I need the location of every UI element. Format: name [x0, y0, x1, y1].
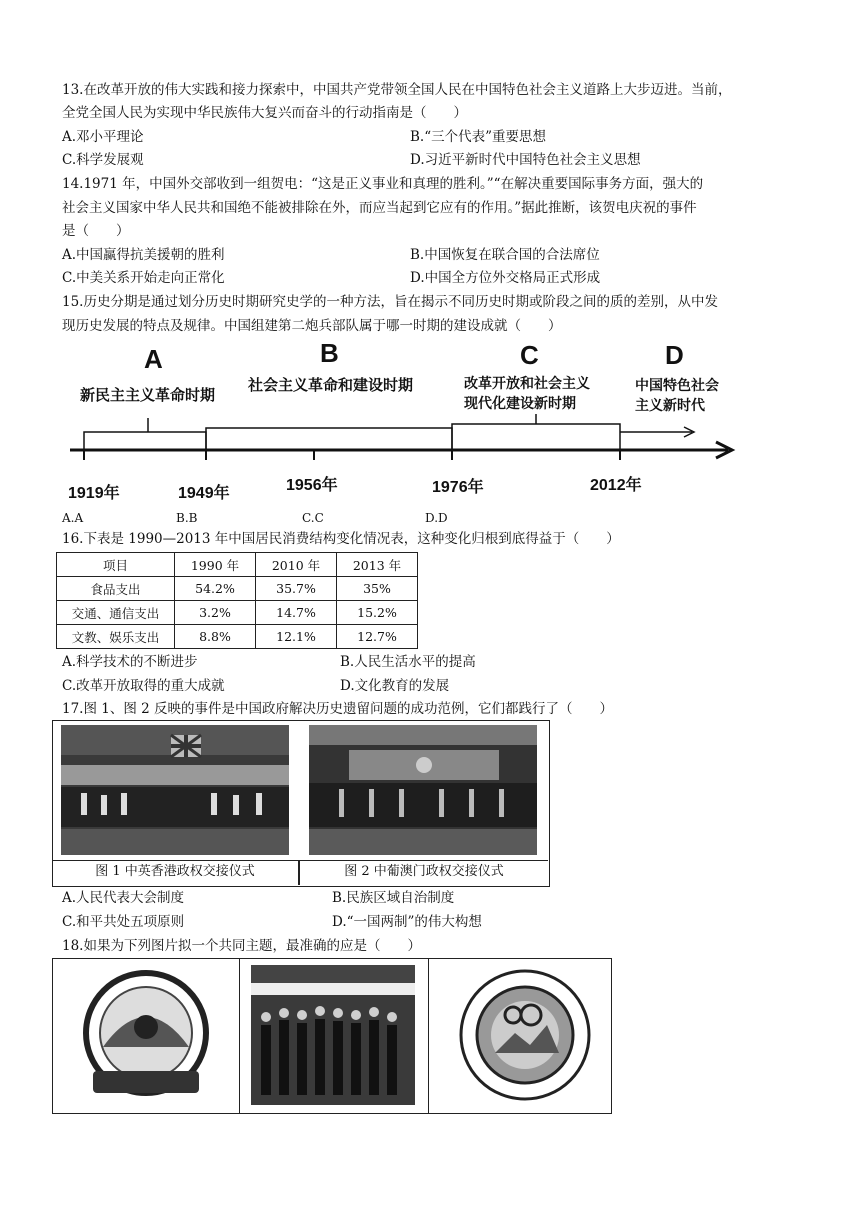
table-cell: 54.2%: [175, 577, 256, 601]
timeline-letter-a: A: [144, 344, 163, 374]
q14-option-c: C.中美关系开始走向正常化: [62, 270, 225, 286]
cppcc-emblem-image: [73, 967, 219, 1103]
figure1-caption: 图 1 中英香港政权交接仪式: [52, 860, 299, 885]
table-header-cell: 项目: [57, 553, 175, 577]
q13-option-a: A.邓小平理论: [62, 129, 144, 145]
history-timeline: [60, 338, 750, 508]
table-row: [57, 625, 418, 649]
q17-option-b: B.民族区域自治制度: [332, 890, 455, 906]
table-cell: 3.2%: [175, 601, 256, 625]
table-header-cell: 2013 年: [337, 553, 418, 577]
q14-stem-line3: 是（ ）: [62, 223, 130, 239]
q15-option-a: A.A: [62, 511, 84, 525]
q16-option-c: C.改革开放取得的重大成就: [62, 678, 225, 694]
figure2-caption: 图 2 中葡澳门政权交接仪式: [299, 860, 548, 885]
first-npc-photo: [251, 965, 415, 1105]
timeline-label-b: 社会主义革命和建设时期: [248, 377, 414, 394]
hongkong-handover-photo: [61, 725, 289, 855]
table-row: [57, 601, 418, 625]
table-header-row: [57, 553, 418, 577]
timeline-year-2012: 2012年: [590, 477, 642, 494]
q18-stem: 18.如果为下列图片拟一个共同主题，最准确的应是（ ）: [62, 938, 421, 954]
q15-option-b: B.B: [176, 511, 198, 525]
q13-option-d: D.习近平新时代中国特色社会主义思想: [410, 152, 641, 168]
table-cell: 文教、娱乐支出: [57, 625, 175, 649]
table-cell: 14.7%: [256, 601, 337, 625]
q15-stem-line1: 15.历史分期是通过划分历史时期研究史学的一种方法，旨在揭示不同历史时期或阶段之间的质的差别，从中发: [62, 294, 718, 310]
q17-stem: 17.图 1、图 2 反映的事件是中国政府解决历史遗留问题的成功范例，它们都践行了（ ）: [62, 701, 614, 717]
q15-option-d: D.D: [425, 511, 448, 525]
q13-option-c: C.科学发展观: [62, 152, 144, 168]
table-cell: 35%: [337, 577, 418, 601]
timeline-label-a: 新民主主义革命时期: [80, 387, 216, 404]
q15-stem-line2: 现历史发展的特点及规律。中国组建第二炮兵部队属于哪一时期的建设成就（ ）: [62, 318, 562, 334]
table-cell: 食品支出: [57, 577, 175, 601]
timeline-label-c2: 现代化建设新时期: [464, 395, 576, 411]
table-cell: 8.8%: [175, 625, 256, 649]
q16-option-b: B.人民生活水平的提高: [340, 654, 476, 670]
table-cell: 12.7%: [337, 625, 418, 649]
q15-option-c: C.C: [302, 511, 324, 525]
q13-stem-line2: 全党全国人民为实现中华民族伟大复兴而奋斗的行动指南是（ ）: [62, 105, 467, 121]
timeline-label-d2: 主义新时代: [635, 397, 705, 413]
q17-figure-frame: [52, 720, 550, 887]
q14-option-b: B.中国恢复在联合国的合法席位: [410, 247, 600, 263]
q18-figure-frame: [52, 958, 612, 1114]
q14-option-d: D.中国全方位外交格局正式形成: [410, 270, 601, 286]
timeline-letter-b: B: [320, 338, 339, 368]
q13-option-b: B.“三个代表”重要思想: [410, 129, 547, 145]
table-header-cell: 2010 年: [256, 553, 337, 577]
table-cell: 35.7%: [256, 577, 337, 601]
timeline-letter-c: C: [520, 340, 539, 370]
q17-option-c: C.和平共处五项原则: [62, 914, 185, 930]
timeline-letter-d: D: [665, 340, 684, 370]
tibet-anniversary-emblem-image: [455, 963, 595, 1107]
q14-option-a: A.中国赢得抗美援朝的胜利: [62, 247, 225, 263]
macau-handover-photo: [309, 725, 537, 855]
timeline-label-d1: 中国特色社会: [635, 377, 719, 393]
q13-stem-line1: 13.在改革开放的伟大实践和接力探索中，中国共产党带领全国人民在中国特色社会主义道路上大步迈进。当前，: [62, 82, 732, 98]
table-row: [57, 577, 418, 601]
table-cell: 12.1%: [256, 625, 337, 649]
timeline-year-1956: 1956年: [286, 477, 338, 494]
q14-stem-line1: 14.1971 年，中国外交部收到一组贺电：“这是正义事业和真理的胜利。”“在解决重要国际事务方面，强大的: [62, 176, 704, 192]
timeline-year-1949: 1949年: [178, 485, 230, 502]
consumption-table: [56, 552, 418, 649]
table-cell: 交通、通信支出: [57, 601, 175, 625]
table-header-cell: 1990 年: [175, 553, 256, 577]
q14-stem-line2: 社会主义国家中华人民共和国绝不能被排除在外，而应当起到它应有的作用。”据此推断，该贺电庆祝的事件: [62, 200, 697, 216]
q16-option-a: A.科学技术的不断进步: [62, 654, 198, 670]
q17-option-d: D.“一国两制”的伟大构想: [332, 914, 482, 930]
q17-option-a: A.人民代表大会制度: [62, 890, 185, 906]
table-cell: 15.2%: [337, 601, 418, 625]
timeline-label-c1: 改革开放和社会主义: [464, 375, 590, 391]
q16-stem: 16.下表是 1990—2013 年中国居民消费结构变化情况表，这种变化归根到底得益于（ ）: [62, 531, 620, 547]
timeline-year-1919: 1919年: [68, 485, 120, 502]
timeline-year-1976: 1976年: [432, 479, 484, 496]
q16-option-d: D.文化教育的发展: [340, 678, 450, 694]
